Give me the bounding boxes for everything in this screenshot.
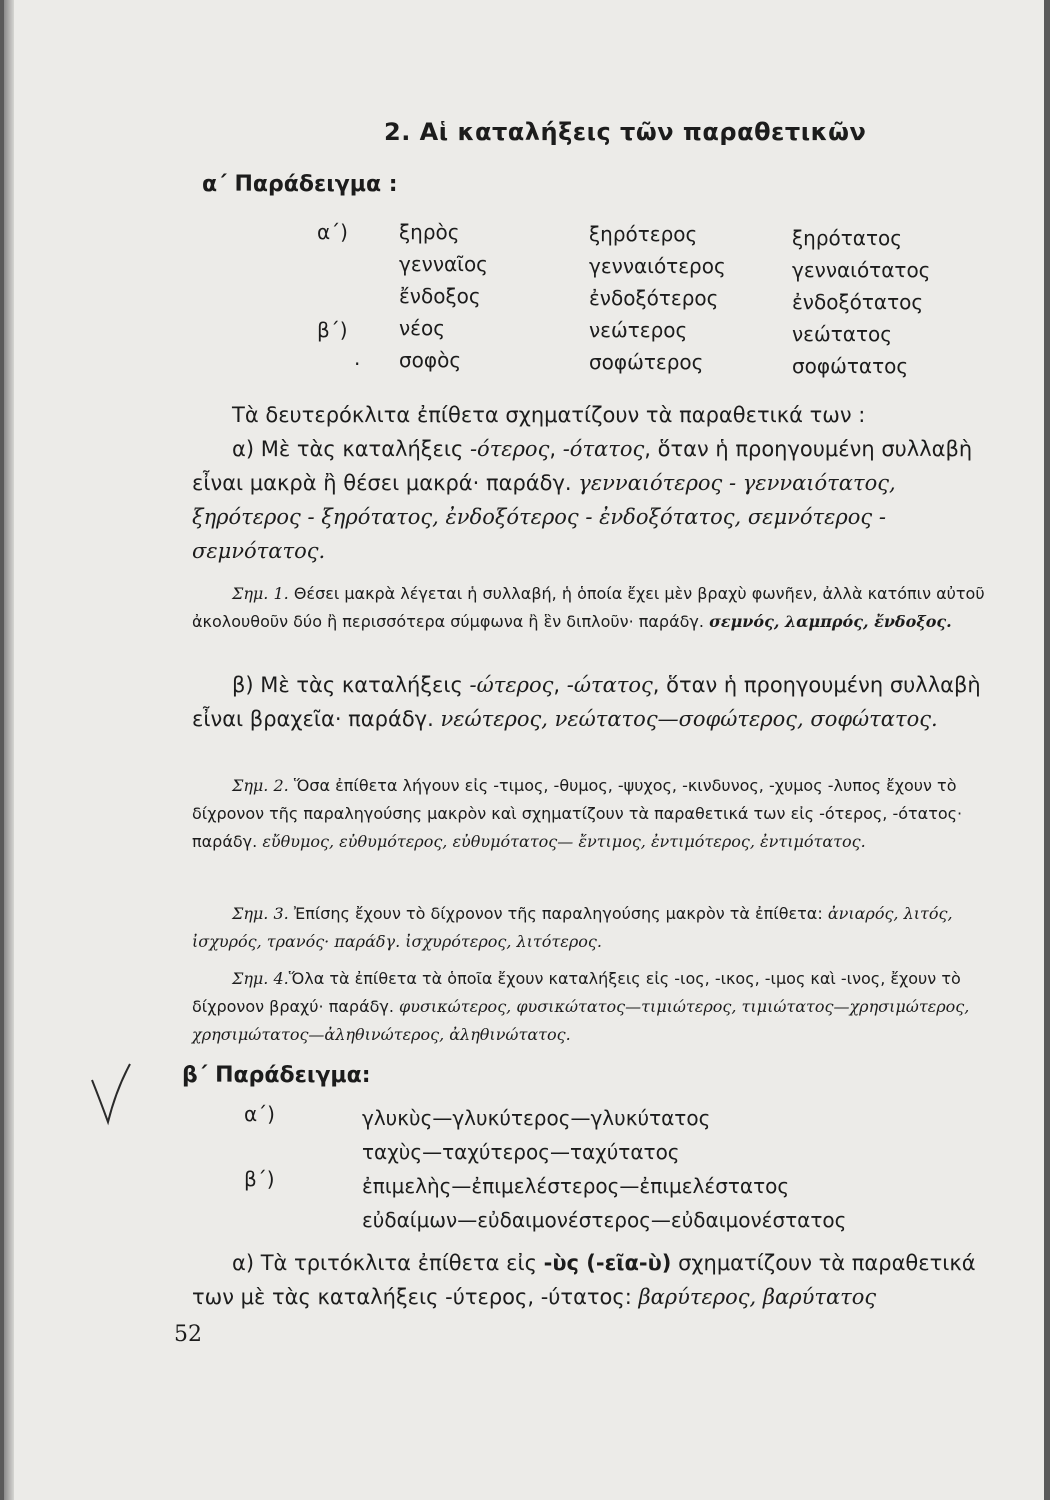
handwritten-check-icon	[86, 1060, 136, 1130]
superlative-word: γενναιότατος	[792, 258, 931, 282]
positive-word: ἔνδοξος	[399, 284, 481, 308]
note-4-label: Σημ. 4.	[232, 969, 289, 988]
example-label-beta: β΄)	[317, 318, 348, 342]
rule-beta-examples: νεώτερος, νεώτατος—σοφώτερος, σοφώτατος.	[440, 707, 938, 731]
example-b-row: ἐπιμελὴς—ἐπιμελέστερος—ἐπιμελέστατος	[362, 1174, 790, 1198]
page-number: 52	[174, 1322, 202, 1347]
example-b-label-alpha: α΄)	[244, 1102, 275, 1126]
rule-alpha-examples: γενναιότερος - γενναιότατος, ξηρότερος - ξηρότατος, ἐνδοξότερος - ἐνδοξότατος, σεμνότερος - σεμνότατος.	[192, 471, 896, 563]
page-heading: 2. Αἱ καταλήξεις τῶν παραθετικῶν	[384, 118, 867, 146]
superlative-word: ξηρότατος	[792, 226, 902, 250]
example-b-row: ταχὺς—ταχύτερος—ταχύτατος	[362, 1140, 680, 1164]
positive-column	[399, 216, 488, 376]
rule-alpha-paragraph: α) Μὲ τὰς καταλήξεις -ότερος, -ότατος, ὅταν ἡ προηγουμένη συλλαβὴ εἶναι μακρὰ ἢ θέσει μακρά· παράδγ. γενναιότερος - γενναιότατος, ξηρότερος - ξηρότατος, ἐνδοξότερος - ἐνδοξότατος, σεμνότερος - σεμνότατος.	[192, 437, 973, 563]
note-4: Σημ. 4.Ὅλα τὰ ἐπίθετα τὰ ὁποῖα ἔχουν καταλήξεις εἰς -ιος, -ικος, -ιμος καὶ -ινος, ἔχουν τὸ δίχρονον βραχύ· παράδγ. φυσικώτερος, φυσικώτατος—τιμιώτερος, τιμιώτατος—χρησιμώτερος, χρησιμώτατος—ἀληθινώτερος, ἀληθινώτατος.	[192, 969, 970, 1044]
rule-beta-paragraph: β) Μὲ τὰς καταλήξεις -ώτερος, -ώτατος, ὅταν ἡ προηγουμένη συλλαβὴ εἶναι βραχεῖα· παράδγ. νεώτερος, νεώτατος—σοφώτερος, σοφώτατος.	[192, 673, 981, 731]
comparative-word: ἐνδοξότερος	[589, 286, 719, 310]
example-label-alpha: α΄)	[317, 220, 348, 244]
positive-word: σοφὸς	[399, 348, 462, 372]
comparative-word: νεώτερος	[589, 318, 688, 342]
note-2-label: Σημ. 2.	[232, 776, 289, 795]
example-b-row: γλυκὺς—γλυκύτερος—γλυκύτατος	[362, 1106, 711, 1130]
note-3-label: Σημ. 3.	[232, 904, 289, 923]
example-b-label-beta: β΄)	[244, 1167, 275, 1191]
note-1: Σημ. 1. Θέσει μακρὰ λέγεται ἡ συλλαβή, ἡ ὁποία ἔχει μὲν βραχὺ φωνῆεν, ἀλλὰ κατόπιν αὐτοῦ ἀκολουθοῦν δύο ἢ περισσότερα σύμφωνα ἢ ἓν διπλοῦν· παράδγ. σεμνός, λαμπρός, ἔνδοξος.	[192, 584, 985, 631]
example-b-title: β΄ Παράδειγμα:	[182, 1063, 371, 1088]
comparative-word: σοφώτερος	[589, 350, 704, 374]
example-b-row: εὐδαίμων—εὐδαιμονέστερος—εὐδαιμονέστατος	[362, 1208, 847, 1232]
positive-word: γενναῖος	[399, 252, 488, 276]
rule-third-declension: α) Τὰ τριτόκλιτα ἐπίθετα εἰς -ὺς (-εῖα-ὺ) σχηματίζουν τὰ παραθετικά των μὲ τὰς καταλήξεις -ύτερος, -ύτατος: βαρύτερος, βαρύτατος	[192, 1251, 976, 1309]
example-dot: ·	[354, 352, 361, 376]
comparative-column	[589, 218, 726, 378]
page-edge-shadow	[4, 0, 14, 1500]
note-1-label: Σημ. 1.	[232, 584, 289, 603]
superlative-word: ἐνδοξότατος	[792, 290, 924, 314]
example-a-title: α΄ Παράδειγμα :	[202, 172, 398, 197]
note-3: Σημ. 3. Ἐπίσης ἔχουν τὸ δίχρονον τῆς παραληγούσης μακρὸν τὰ ἐπίθετα: ἀνιαρός, λιτός, ἰσχυρός, τρανός· παράδγ. ἰσχυρότερος, λιτότερος.	[192, 904, 953, 951]
comparative-word: γενναιότερος	[589, 254, 726, 278]
positive-word: νέος	[399, 316, 445, 340]
comparative-word: ξηρότερος	[589, 222, 698, 246]
positive-word: ξηρὸς	[399, 220, 460, 244]
book-page	[4, 0, 1044, 1500]
note-2: Σημ. 2. Ὅσα ἐπίθετα λήγουν εἰς -τιμος, -θυμος, -ψυχος, -κινδυνος, -χυμος -λυπος ἔχουν τὸ δίχρονον τῆς παραληγούσης μακρὸν καὶ σχηματίζουν τὰ παραθετικά των εἰς -ότερος, -ότατος· παράδγ. εὔθυμος, εὐθυμότερος, εὐθυμότατος— ἔντιμος, ἐντιμότερος, ἐντιμότατος.	[192, 776, 963, 851]
superlative-word: νεώτατος	[792, 322, 892, 346]
superlative-word: σοφώτατος	[792, 354, 909, 378]
rule-intro: Τὰ δευτερόκλιτα ἐπίθετα σχηματίζουν τὰ παραθετικά των :	[232, 403, 866, 427]
superlative-column	[792, 222, 930, 382]
